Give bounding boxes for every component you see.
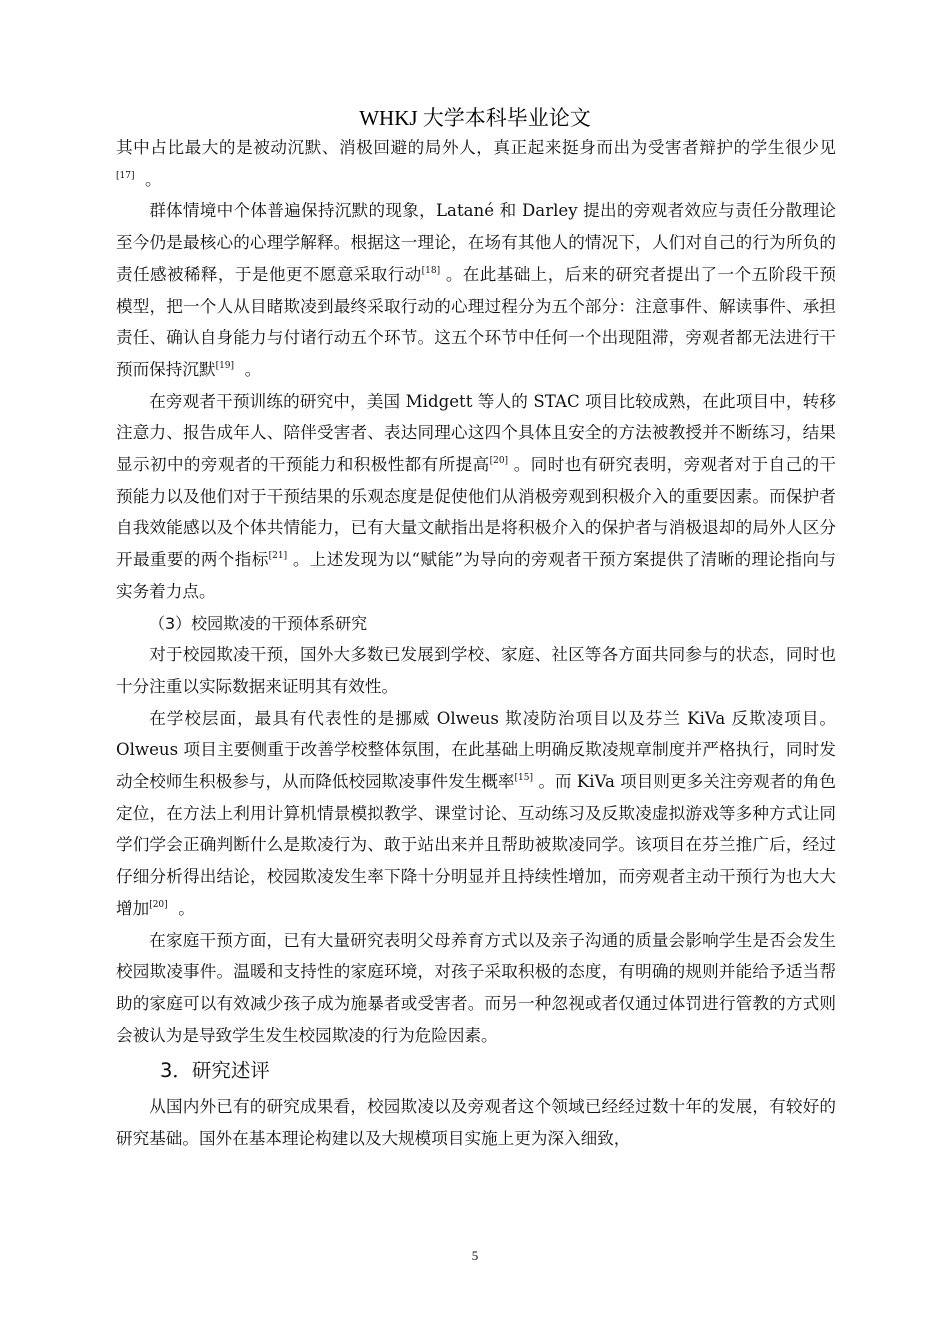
paragraph-1 xyxy=(116,132,836,195)
paragraph-7: 从国内外已有的研究成果看，校园欺凌以及旁观者这个领域已经经过数十年的发展，有较好的研究基础。国外在基本理论构建以及大规模项目实施上更为深入细致， xyxy=(116,1097,836,1149)
citation: [17] xyxy=(116,170,135,181)
section-heading: 3．研究述评 xyxy=(160,1059,270,1083)
paragraph-tail: 。 xyxy=(145,169,162,189)
body-text xyxy=(116,132,836,1155)
citation: [20] xyxy=(149,899,168,910)
page-number: 5 xyxy=(471,1248,479,1263)
citation: [20] xyxy=(489,456,509,467)
paragraph-text: 。在此基础上，后来的研究者提出了一个五阶段干预模型，把一个人从目睹欺凌到最终采取行动的心理过程分为五个部分：注意事件、解读事件、承担责任、确认自身能力与付诸行动五个环节。这五个环节中任何一个出现阻滞，旁观者都无法进行干预而保持沉默 xyxy=(116,264,837,379)
citation: [18] xyxy=(421,265,441,276)
paragraph-text: 其中占比最大的是被动沉默、消极回避的局外人，真正起来挺身而出为受害者辩护的学生很少见 xyxy=(116,138,836,157)
citation: [19] xyxy=(215,360,235,371)
paragraph-2 xyxy=(116,195,836,385)
paragraph-text: 。同时也有研究表明，旁观者对于自己的干预能力以及他们对于干预结果的乐观态度是促使他们从消极旁观到积极介入的重要因素。而保护者自我效能感以及个体共情能力，已有大量文献指出是将积极介入的保护者与消极退却的局外人区分开最重要的两个指标 xyxy=(116,455,837,570)
citation: [21] xyxy=(268,551,288,562)
paragraph-tail: 。上述发现为以“赋能”为导向的旁观者干预方案提供了清晰的理论指向与实务着力点。 xyxy=(116,550,837,601)
paragraph-text: 群体情境中个体普遍保持沉默的现象，Latané 和 Darley 提出的旁观者效应与责任分散理论至今仍是最核心的心理学解释。根据这一理论，在场有其他人的情况下，人们对自己的行为所负的责任感被稀释，于是他更不愿意采取行动 xyxy=(116,201,836,284)
citation: [15] xyxy=(514,773,534,784)
running-header: WHKJ 大学本科毕业论文 xyxy=(359,106,591,130)
paragraph-tail: 。 xyxy=(178,898,195,918)
paragraph-tail: 。 xyxy=(244,359,262,379)
paragraph-5 xyxy=(116,703,836,925)
paragraph-3 xyxy=(116,386,836,608)
paragraph-6: 在家庭干预方面，已有大量研究表明父母养育方式以及亲子沟通的质量会影响学生是否会发生校园欺凌事件。温暖和支持性的家庭环境，对孩子采取积极的态度，有明确的规则并能给予适当帮助的家庭可以有效减少孩子成为施暴者或受害者。而另一种忽视或者仅通过体罚进行管教的方式则会被认为是导致学生发生校园欺凌的行为危险因素。 xyxy=(116,930,836,1045)
subheading: （3）校园欺凌的干预体系研究 xyxy=(149,613,368,633)
paragraph-text: 。而 KiVa 项目则更多关注旁观者的角色定位，在方法上利用计算机情景模拟教学、课堂讨论、互动练习及反欺凌虚拟游戏等多种方式让同学们学会正确判断什么是欺凌行为、敢于站出来并且帮助被欺凌同学。该项目在芬兰推广后，经过仔细分析得出结论，校园欺凌发生率下降十分明显并且持续性增加，而旁观者主动干预行为也大大增加 xyxy=(116,772,837,918)
paragraph-4: 对于校园欺凌干预，国外大多数已发展到学校、家庭、社区等各方面共同参与的状态，同时也十分注重以实际数据来证明其有效性。 xyxy=(116,645,836,696)
paragraph-text: 在学校层面，最具有代表性的是挪威 Olweus 欺凌防治项目以及芬兰 KiVa 反欺凌项目。Olweus 项目主要侧重于改善学校整体氛围，在此基础上明确反欺凌规章制度并严格执行，同时发动全校师生积极参与，从而降低校园欺凌事件发生概率 xyxy=(116,708,836,792)
paragraph-text: 在旁观者干预训练的研究中，美国 Midgett 等人的 STAC 项目比较成熟，在此项目中，转移注意力、报告成年人、陪伴受害者、表达同理心这四个具体且安全的方法被教授并不断练习，结果显示初中的旁观者的干预能力和积极性都有所提高 xyxy=(116,391,836,475)
